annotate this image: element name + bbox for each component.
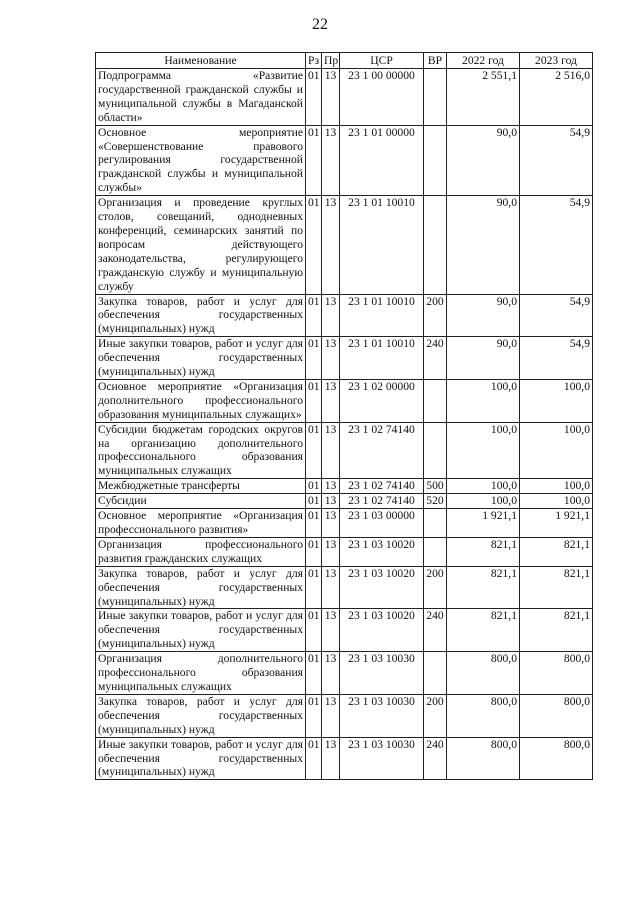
cell-name: Основное мероприятие «Организация профессионального развития» xyxy=(96,509,306,538)
cell-csr: 23 1 03 10020 xyxy=(340,566,424,609)
cell-csr: 23 1 03 10020 xyxy=(340,609,424,652)
cell-vr: 200 xyxy=(424,694,447,737)
cell-csr: 23 1 03 10030 xyxy=(340,652,424,695)
cell-rz: 01 xyxy=(306,125,322,196)
cell-2022: 90,0 xyxy=(447,337,520,380)
cell-name: Субсидии бюджетам городских округов на организацию дополнительного профессионального образования муниципальных служащих xyxy=(96,422,306,479)
header-rz: Рз xyxy=(306,53,322,69)
cell-vr xyxy=(424,652,447,695)
table-row xyxy=(96,509,593,538)
cell-vr: 240 xyxy=(424,609,447,652)
cell-2022: 90,0 xyxy=(447,125,520,196)
cell-2022: 100,0 xyxy=(447,479,520,494)
cell-vr: 200 xyxy=(424,566,447,609)
cell-2023: 100,0 xyxy=(520,479,593,494)
cell-pr: 13 xyxy=(322,337,340,380)
cell-csr: 23 1 03 10030 xyxy=(340,737,424,780)
cell-2023: 54,9 xyxy=(520,196,593,294)
cell-2023: 100,0 xyxy=(520,494,593,509)
cell-csr: 23 1 02 74140 xyxy=(340,494,424,509)
cell-2023: 800,0 xyxy=(520,737,593,780)
cell-2022: 90,0 xyxy=(447,196,520,294)
cell-rz: 01 xyxy=(306,69,322,126)
cell-2023: 2 516,0 xyxy=(520,69,593,126)
cell-csr: 23 1 03 00000 xyxy=(340,509,424,538)
cell-csr: 23 1 01 10010 xyxy=(340,196,424,294)
cell-rz: 01 xyxy=(306,509,322,538)
cell-vr: 520 xyxy=(424,494,447,509)
cell-vr xyxy=(424,379,447,422)
cell-2023: 100,0 xyxy=(520,379,593,422)
cell-2023: 54,9 xyxy=(520,125,593,196)
cell-2022: 821,1 xyxy=(447,566,520,609)
cell-pr: 13 xyxy=(322,125,340,196)
cell-rz: 01 xyxy=(306,694,322,737)
cell-rz: 01 xyxy=(306,652,322,695)
cell-2023: 100,0 xyxy=(520,422,593,479)
cell-name: Организация профессионального развития гражданских служащих xyxy=(96,537,306,566)
cell-2022: 800,0 xyxy=(447,652,520,695)
cell-2022: 1 921,1 xyxy=(447,509,520,538)
cell-csr: 23 1 01 10010 xyxy=(340,294,424,337)
cell-2022: 800,0 xyxy=(447,694,520,737)
table-row xyxy=(96,337,593,380)
cell-rz: 01 xyxy=(306,294,322,337)
cell-name: Иные закупки товаров, работ и услуг для обеспечения государственных (муниципальных) нужд xyxy=(96,337,306,380)
cell-2022: 821,1 xyxy=(447,609,520,652)
cell-2023: 821,1 xyxy=(520,609,593,652)
table-row xyxy=(96,694,593,737)
cell-csr: 23 1 03 10030 xyxy=(340,694,424,737)
table-row xyxy=(96,422,593,479)
table-row xyxy=(96,652,593,695)
cell-vr xyxy=(424,537,447,566)
cell-vr xyxy=(424,69,447,126)
cell-2023: 54,9 xyxy=(520,337,593,380)
budget-table xyxy=(95,52,593,780)
cell-vr xyxy=(424,509,447,538)
cell-pr: 13 xyxy=(322,196,340,294)
cell-rz: 01 xyxy=(306,479,322,494)
cell-name: Иные закупки товаров, работ и услуг для обеспечения государственных (муниципальных) нужд xyxy=(96,737,306,780)
cell-2023: 800,0 xyxy=(520,652,593,695)
cell-rz: 01 xyxy=(306,737,322,780)
table-row xyxy=(96,737,593,780)
table-row xyxy=(96,566,593,609)
header-2023: 2023 год xyxy=(520,53,593,69)
cell-pr: 13 xyxy=(322,509,340,538)
cell-rz: 01 xyxy=(306,609,322,652)
cell-name: Субсидии xyxy=(96,494,306,509)
header-pr: Пр xyxy=(322,53,340,69)
cell-pr: 13 xyxy=(322,652,340,695)
cell-pr: 13 xyxy=(322,422,340,479)
cell-pr: 13 xyxy=(322,737,340,780)
table-row xyxy=(96,537,593,566)
table-row xyxy=(96,125,593,196)
cell-rz: 01 xyxy=(306,494,322,509)
table-row xyxy=(96,609,593,652)
cell-2022: 100,0 xyxy=(447,494,520,509)
table-row xyxy=(96,294,593,337)
cell-vr: 500 xyxy=(424,479,447,494)
cell-2022: 100,0 xyxy=(447,379,520,422)
table-row xyxy=(96,379,593,422)
cell-rz: 01 xyxy=(306,566,322,609)
cell-vr: 240 xyxy=(424,337,447,380)
cell-name: Закупка товаров, работ и услуг для обеспечения государственных (муниципальных) нужд xyxy=(96,694,306,737)
cell-pr: 13 xyxy=(322,566,340,609)
cell-2022: 800,0 xyxy=(447,737,520,780)
table-row xyxy=(96,494,593,509)
cell-csr: 23 1 02 74140 xyxy=(340,422,424,479)
cell-2022: 100,0 xyxy=(447,422,520,479)
cell-2023: 821,1 xyxy=(520,566,593,609)
cell-2023: 1 921,1 xyxy=(520,509,593,538)
cell-csr: 23 1 00 00000 xyxy=(340,69,424,126)
cell-csr: 23 1 02 74140 xyxy=(340,479,424,494)
cell-2022: 90,0 xyxy=(447,294,520,337)
cell-csr: 23 1 03 10020 xyxy=(340,537,424,566)
cell-vr xyxy=(424,422,447,479)
cell-csr: 23 1 01 00000 xyxy=(340,125,424,196)
cell-name: Организация дополнительного профессионального образования муниципальных служащих xyxy=(96,652,306,695)
cell-pr: 13 xyxy=(322,609,340,652)
cell-vr: 200 xyxy=(424,294,447,337)
cell-csr: 23 1 01 10010 xyxy=(340,337,424,380)
cell-pr: 13 xyxy=(322,379,340,422)
cell-name: Подпрограмма «Развитие государственной гражданской службы и муниципальной службы в Магаданской области» xyxy=(96,69,306,126)
cell-pr: 13 xyxy=(322,479,340,494)
page-number: 22 xyxy=(312,16,328,33)
cell-vr: 240 xyxy=(424,737,447,780)
cell-name: Межбюджетные трансферты xyxy=(96,479,306,494)
cell-name: Закупка товаров, работ и услуг для обеспечения государственных (муниципальных) нужд xyxy=(96,566,306,609)
cell-name: Иные закупки товаров, работ и услуг для обеспечения государственных (муниципальных) нужд xyxy=(96,609,306,652)
cell-rz: 01 xyxy=(306,537,322,566)
cell-2023: 821,1 xyxy=(520,537,593,566)
cell-vr xyxy=(424,125,447,196)
cell-pr: 13 xyxy=(322,694,340,737)
cell-csr: 23 1 02 00000 xyxy=(340,379,424,422)
cell-pr: 13 xyxy=(322,294,340,337)
cell-name: Основное мероприятие «Организация дополнительного профессионального образования муниципальных служащих» xyxy=(96,379,306,422)
cell-pr: 13 xyxy=(322,494,340,509)
cell-rz: 01 xyxy=(306,379,322,422)
cell-name: Закупка товаров, работ и услуг для обеспечения государственных (муниципальных) нужд xyxy=(96,294,306,337)
header-2022: 2022 год xyxy=(447,53,520,69)
cell-vr xyxy=(424,196,447,294)
cell-rz: 01 xyxy=(306,337,322,380)
header-name: Наименование xyxy=(96,53,306,69)
header-csr: ЦСР xyxy=(340,53,424,69)
cell-rz: 01 xyxy=(306,422,322,479)
cell-rz: 01 xyxy=(306,196,322,294)
cell-2022: 2 551,1 xyxy=(447,69,520,126)
cell-2023: 54,9 xyxy=(520,294,593,337)
cell-2022: 821,1 xyxy=(447,537,520,566)
cell-pr: 13 xyxy=(322,69,340,126)
cell-name: Организация и проведение круглых столов, совещаний, однодневных конференций, семинарских занятий по вопросам действующего законодательства, регулирующего гражданскую службу и муниципальную службу xyxy=(96,196,306,294)
cell-name: Основное мероприятие «Совершенствование правового регулирования государственной гражданской службы и муниципальной службы» xyxy=(96,125,306,196)
header-vr: ВР xyxy=(424,53,447,69)
table-row xyxy=(96,196,593,294)
cell-2023: 800,0 xyxy=(520,694,593,737)
header-row xyxy=(96,53,593,69)
cell-pr: 13 xyxy=(322,537,340,566)
table-row xyxy=(96,69,593,126)
table-row xyxy=(96,479,593,494)
